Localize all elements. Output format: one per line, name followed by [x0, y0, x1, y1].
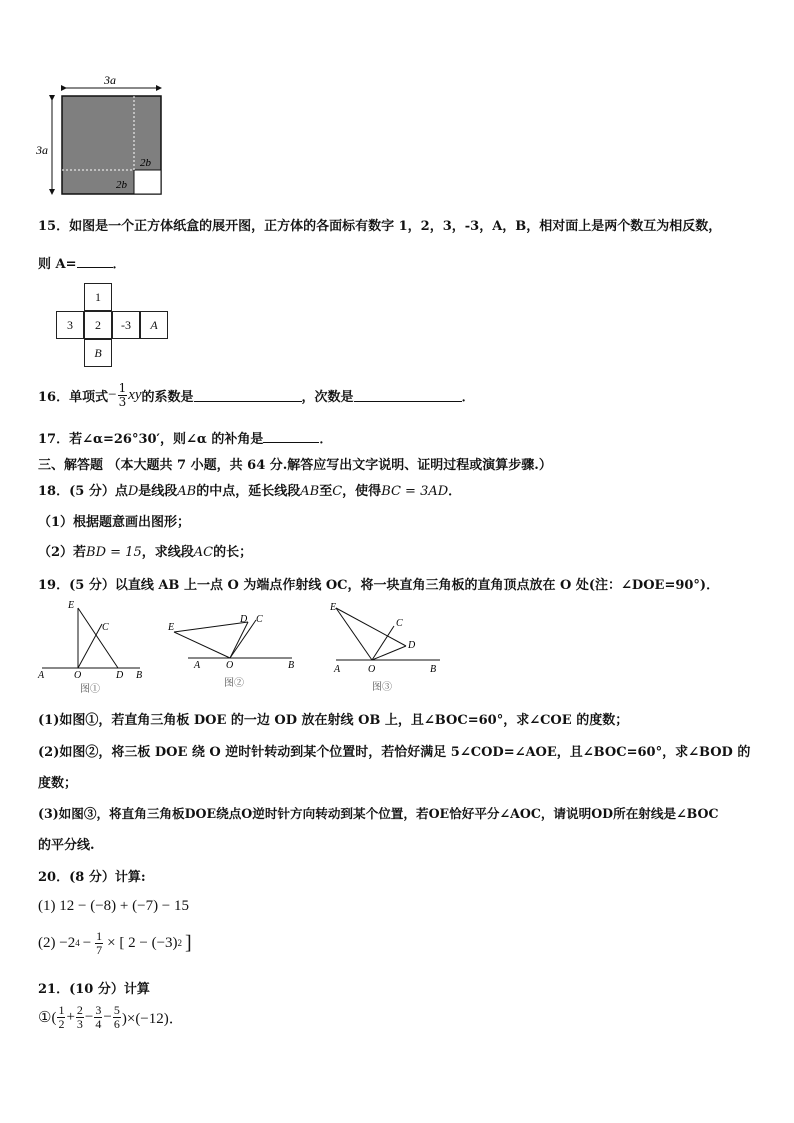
net-cell-neg3: -3 [112, 311, 140, 339]
svg-text:A: A [334, 664, 341, 675]
svg-text:B: B [288, 660, 295, 671]
q20-expr2: (2) −2 4 − $\frac{1}{7}$ × [ 2 − (−3) 2 ] [38, 929, 192, 957]
svg-text:E: E [330, 602, 337, 613]
q16-prefix: 16．单项式 [38, 389, 109, 405]
q19-part2a: (2)如图②，将三板 DOE 绕 O 逆时针转动到某个位置时，若恰好满足 5∠COD=∠AOE，且∠BOC=60°，求∠BOD 的 [38, 745, 751, 760]
svg-text:C: C [102, 622, 109, 633]
q17-end: ． [319, 432, 333, 447]
q19-figure-3 [330, 598, 450, 698]
cube-net [56, 283, 176, 373]
q17-text: 17．若∠α=26°30′，则∠α 的补角是 [38, 432, 264, 447]
q17-line [38, 428, 332, 447]
q16-blank-degree [354, 389, 462, 402]
cut-corner [134, 170, 161, 194]
label-inner-right: 2b [140, 157, 151, 169]
q16-mid: 的系数是 [141, 389, 194, 405]
section3-heading: 三、解答题 （本大题共 7 小题，共 64 分.解答应写出文字说明、证明过程或演算步骤.） [38, 458, 552, 473]
svg-text:O: O [368, 664, 376, 675]
svg-text:A: A [38, 670, 45, 681]
net-cell-B: B [84, 339, 112, 367]
q19-part3a: (3)如图③，将直角三角板DOE绕点O逆时针方向转动到某个位置，若OE恰好平分∠AOC，请说明OD所在射线是∠BOC [38, 806, 719, 821]
label-inner-bottom: 2b [116, 179, 127, 191]
svg-text:B: B [136, 670, 143, 681]
svg-text:图③: 图③ [372, 682, 392, 693]
svg-text:C: C [256, 614, 263, 625]
net-cell-3: 3 [56, 311, 84, 339]
q16-line [38, 382, 475, 408]
q15-suffix: ． [112, 257, 126, 272]
svg-text:图①: 图① [80, 684, 100, 695]
svg-text:D: D [408, 640, 416, 651]
q17-blank [263, 430, 319, 443]
q16-blank-coef [194, 389, 302, 402]
svg-text:O: O [74, 670, 82, 681]
q15-prefix: 则 A= [38, 257, 77, 272]
q19-part2b: 度数； [38, 776, 78, 791]
label-left: 3a [36, 143, 48, 157]
q19-figure-1 [36, 598, 156, 698]
q21-expr: ①( $\frac{1}{2}$ + $\frac{2}{3}$ − $\frac{3}{4}$ − $\frac{5}{6}$ )×(−12)． [38, 1003, 184, 1031]
label-top: 3a [104, 73, 116, 87]
svg-text:B: B [430, 664, 437, 675]
q18-head: 18．(5 分）点D是线段AB的中点，延长线段AB至C，使得BC = 3AD． [38, 484, 462, 499]
q19-part1: (1)如图①，若直角三角板 DOE 的一边 OD 放在射线 OB 上，且∠BOC=60°，求∠COE 的度数； [38, 713, 629, 728]
q16-end: ． [461, 389, 475, 405]
q16-sign: − [108, 386, 117, 403]
q15-line1: 15．如图是一个正方体纸盒的展开图，正方体的各面标有数字 1，2，3，-3，A，B，相对面上是两个数互为相反数， [38, 219, 722, 234]
net-cell-1: 1 [84, 283, 112, 311]
svg-text:A: A [194, 660, 201, 671]
q20-expr1: (1) 12 − (−8) + (−7) − 15 [38, 898, 190, 914]
q18-sub2: （2）若BD = 15，求线段AC的长； [38, 545, 253, 560]
svg-text:C: C [396, 618, 403, 629]
q15-line2 [38, 253, 126, 272]
square-figure [34, 70, 174, 200]
svg-text:D: D [116, 670, 124, 681]
q16-fraction: $\frac{1}{3}$ [118, 381, 127, 409]
q21-head: 21．(10 分）计算 [38, 982, 150, 997]
svg-text:E: E [68, 600, 75, 611]
net-cell-2: 2 [84, 311, 112, 339]
q20-fraction: $\frac{1}{7}$ [96, 929, 103, 957]
q19-part3b: 的平分线. [38, 838, 95, 853]
svg-text:图②: 图② [224, 678, 244, 689]
q16-var: xy [128, 386, 142, 403]
net-cell-A: A [140, 311, 168, 339]
q19-head: 19．(5 分）以直线 AB 上一点 O 为端点作射线 OC，将一块直角三角板的直角顶点放在 O 处(注：∠DOE=90°)． [38, 578, 720, 593]
q20-head: 20．(8 分）计算: [38, 870, 146, 885]
svg-text:D: D [240, 614, 248, 625]
svg-text:E: E [168, 622, 175, 633]
q15-answer-blank [77, 255, 113, 268]
q19-figure-2 [164, 606, 304, 696]
svg-text:O: O [226, 660, 234, 671]
q18-sub1: （1）根据题意画出图形； [38, 515, 191, 530]
q16-mid2: ，次数是 [301, 389, 354, 405]
